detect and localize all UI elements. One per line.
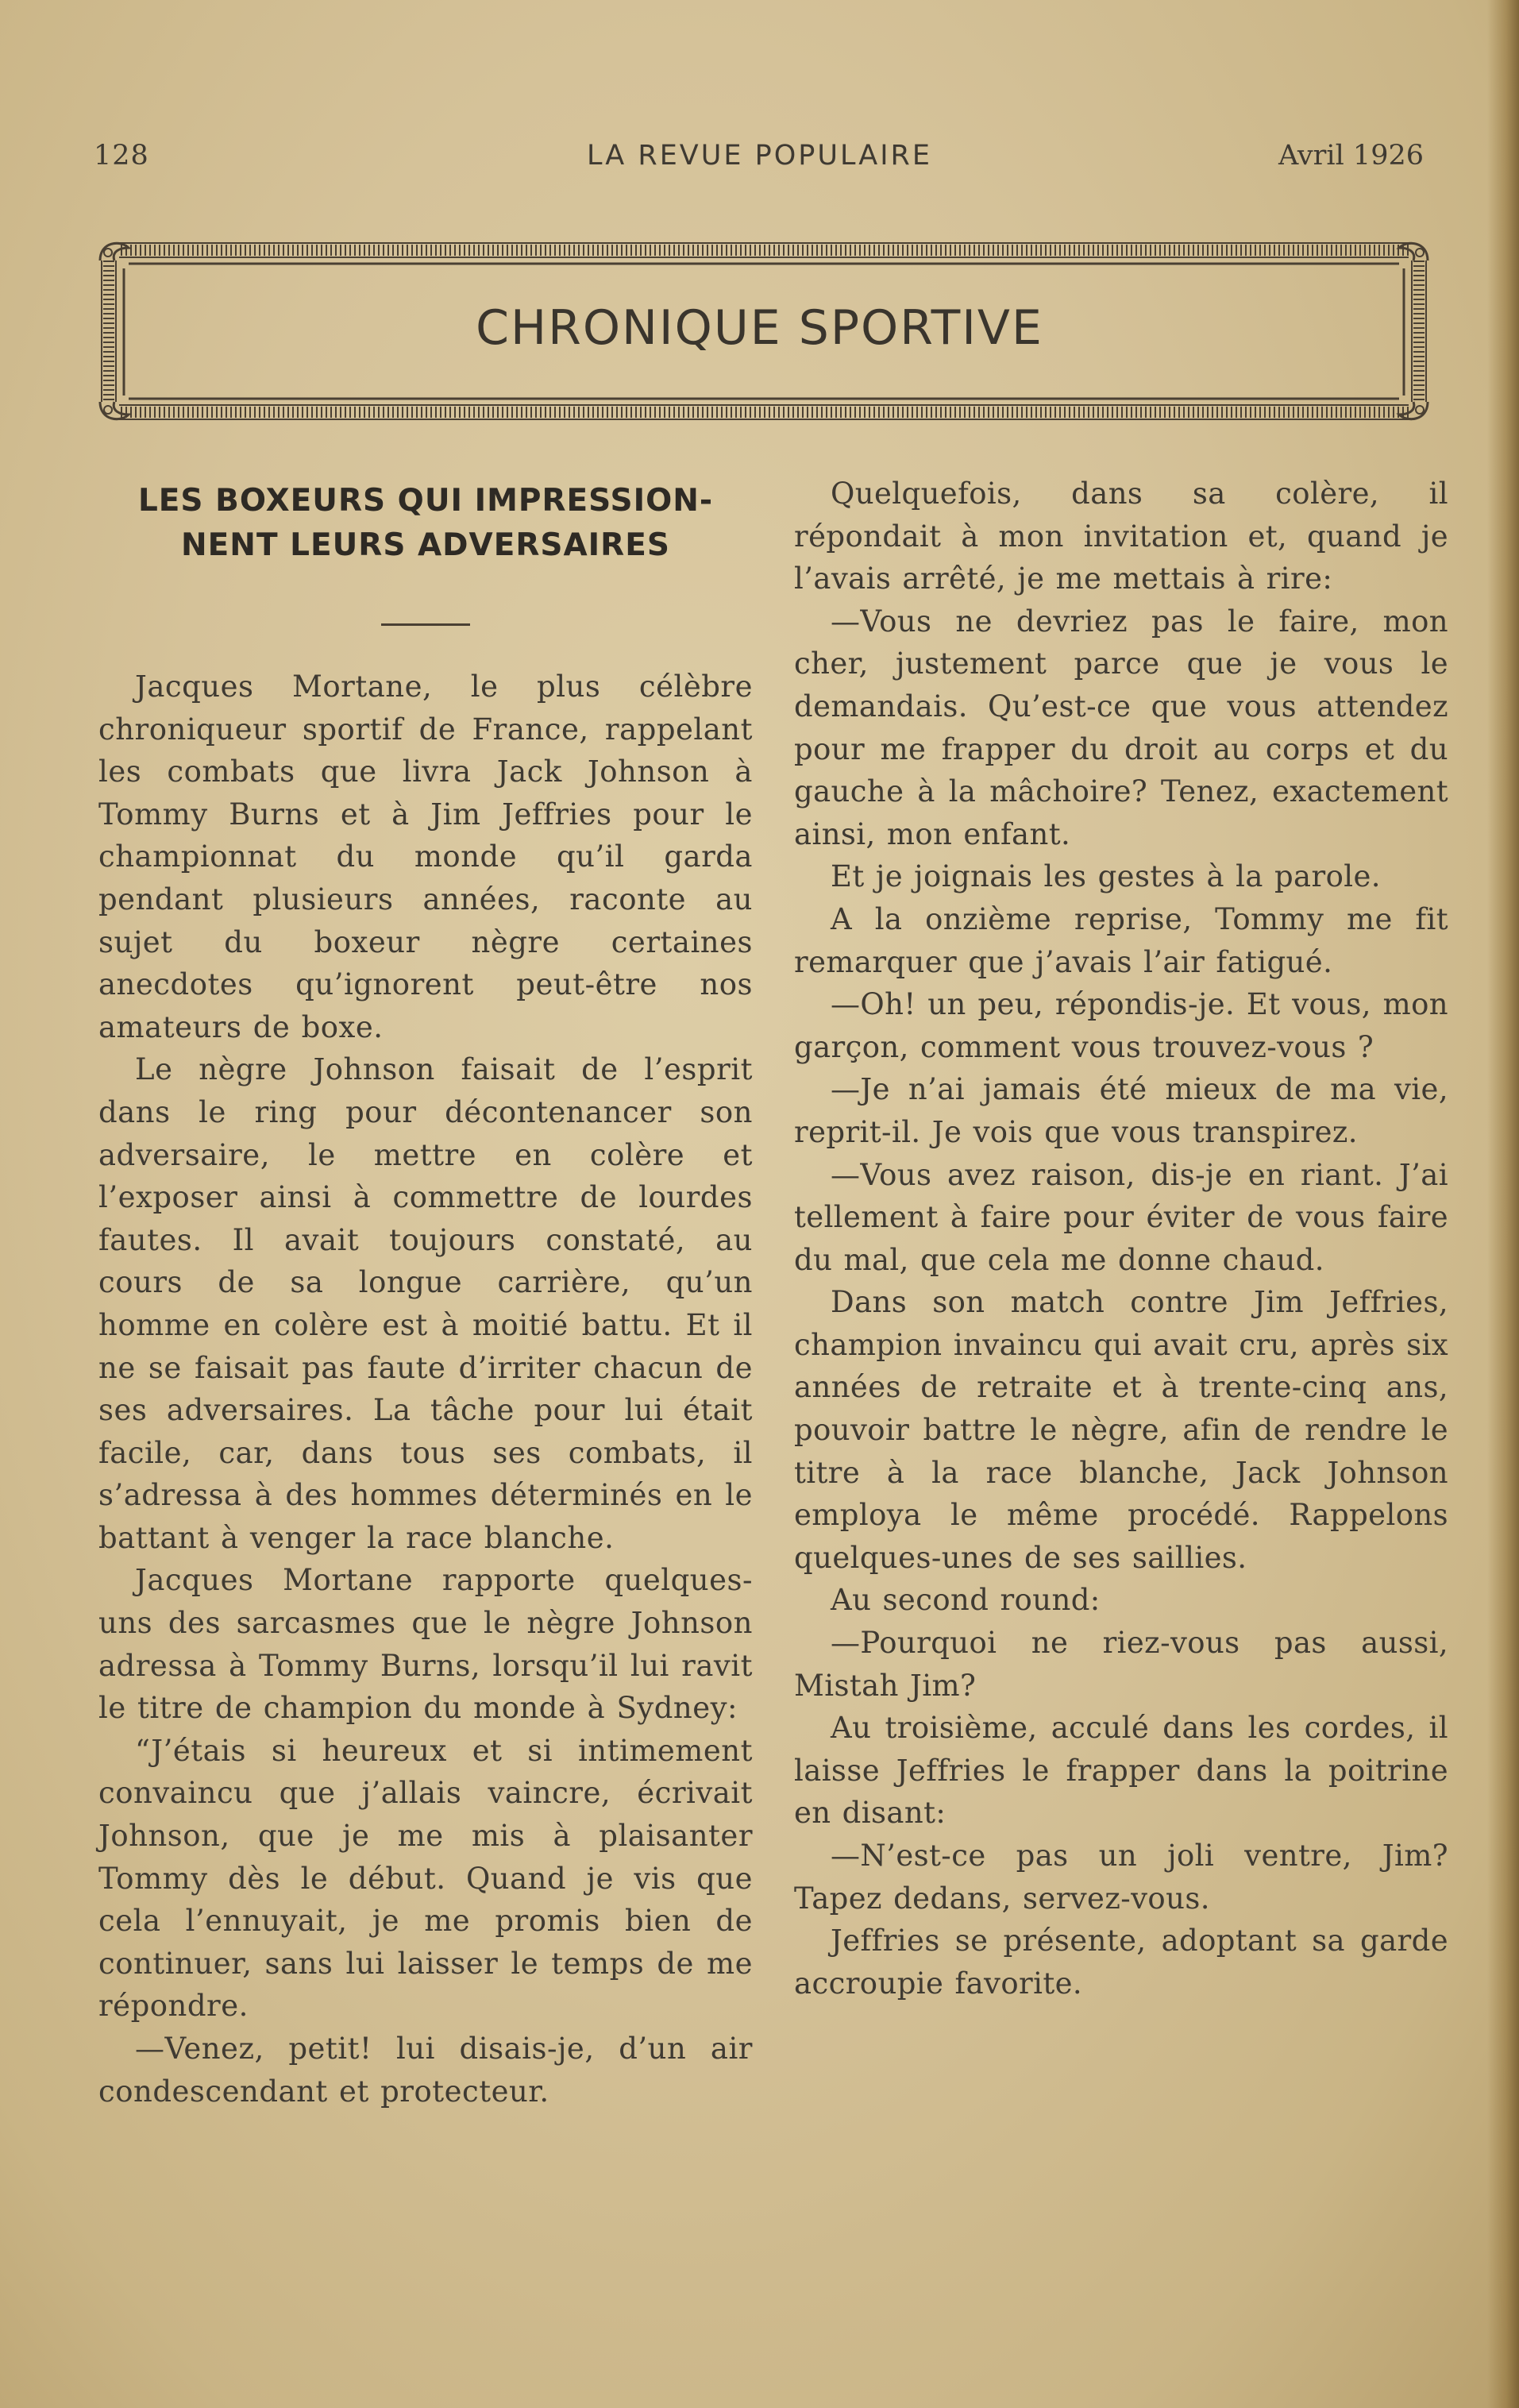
paragraph: Le nègre Johnson faisait de l’esprit dans le ring pour décontenancer son adversaire, le mettre en colère et l’exposer ainsi à commettre de lourdes fautes. Il avait toujours constaté, au cours de sa longue carrière, qu’un homme en colère est à moitié battu. Et il ne se faisait pas faute d’irriter chacun de ses adversaires. La tâche pour lui était facile, car, dans tous ses combats, il s’adressa à des hommes déterminés en le battant à venger la race blanche.: [98, 1052, 753, 1555]
paragraph: —Pourquoi ne riez-vous pas aussi, Mistah Jim?: [794, 1626, 1448, 1703]
running-header-title: LA REVUE POPULAIRE: [587, 140, 932, 172]
paragraph: Et je joignais les gestes à la parole.: [831, 859, 1381, 894]
paragraph: —Venez, petit! lui disais-je, d’un air condescendant et protecteur.: [98, 2032, 753, 2109]
paragraph: A la onzième reprise, Tommy me fit remarquer que j’avais l’air fatigué.: [794, 901, 1448, 979]
section-title: CHRONIQUE SPORTIVE: [476, 300, 1043, 356]
paragraph: Jacques Mortane rapporte quelques-uns des sarcasmes que le nègre Johnson adressa à Tommy Burns, lorsqu’il lui ravit le titre de champion du monde à Sydney:: [98, 1563, 753, 1726]
paragraph: Dans son match contre Jim Jeffries, champion invaincu qui avait cru, après six années de retraite et à trente-cinq ans, pouvoir battre le nègre, afin de rendre le titre à la race blanche, Jack Johnson employa le même procédé. Rappelons quelques-unes de ses saillies.: [794, 1285, 1448, 1575]
issue-date: Avril 1926: [1278, 140, 1424, 172]
paragraph: —Vous ne devriez pas le faire, mon cher, justement parce que je vous le demandais. Qu’est-ce que vous attendez pour me frapper du droit au corps et du gauche à la mâchoire? Tenez, exactement ainsi, mon enfant.: [794, 604, 1448, 851]
paragraph: —Oh! un peu, répondis-je. Et vous, mon garçon, comment vous trouvez-vous ?: [794, 987, 1448, 1064]
left-text-column: [98, 473, 753, 2113]
paragraph: —N’est-ce pas un joli ventre, Jim? Tapez dedans, servez-vous.: [794, 1839, 1448, 1916]
paragraph: —Vous avez raison, dis-je en riant. J’ai tellement à faire pour éviter de vous faire du mal, que cela me donne chaud.: [794, 1157, 1448, 1277]
paragraph: Jeffries se présente, adoptant sa garde accroupie favorite.: [794, 1924, 1448, 2001]
page-number: 128: [94, 140, 149, 172]
paragraph: “J’étais si heureux et si intimement convaincu que j’allais vaincre, écrivait Johnson, que je me mis à plaisanter Tommy dès le début. Quand je vis que cela l’ennuyait, je me promis bien de continuer, sans lui laisser le temps de me répondre.: [98, 1733, 753, 2024]
paragraph: Au second round:: [831, 1583, 1101, 1618]
paragraph: Quelquefois, dans sa colère, il répondait à mon invitation et, quand je l’avais arrêté, je me mettais à rire:: [794, 477, 1448, 596]
right-text-column: [794, 473, 1448, 2005]
paragraph: Jacques Mortane, le plus célèbre chroniqueur sportif de France, rappelant les combats que livra Jack Johnson à Tommy Burns et à Jim Jeffries pour le championnat du monde qu’il garda pendant plusieurs années, raconte au sujet du boxeur nègre certaines anecdotes qu’ignorent peut-être nos amateurs de boxe.: [98, 670, 753, 1044]
article-heading: LES BOXEURS QUI IMPRESSION-NENT LEURS ADVERSAIRES: [137, 483, 714, 563]
paragraph: —Je n’ai jamais été mieux de ma vie, reprit-il. Je vois que vous transpirez.: [794, 1072, 1448, 1149]
heading-divider: [381, 623, 470, 626]
page-edge-shadow: [1487, 0, 1519, 2408]
paragraph: Au troisième, acculé dans les cordes, il laisse Jeffries le frapper dans la poitrine en disant:: [794, 1711, 1448, 1831]
